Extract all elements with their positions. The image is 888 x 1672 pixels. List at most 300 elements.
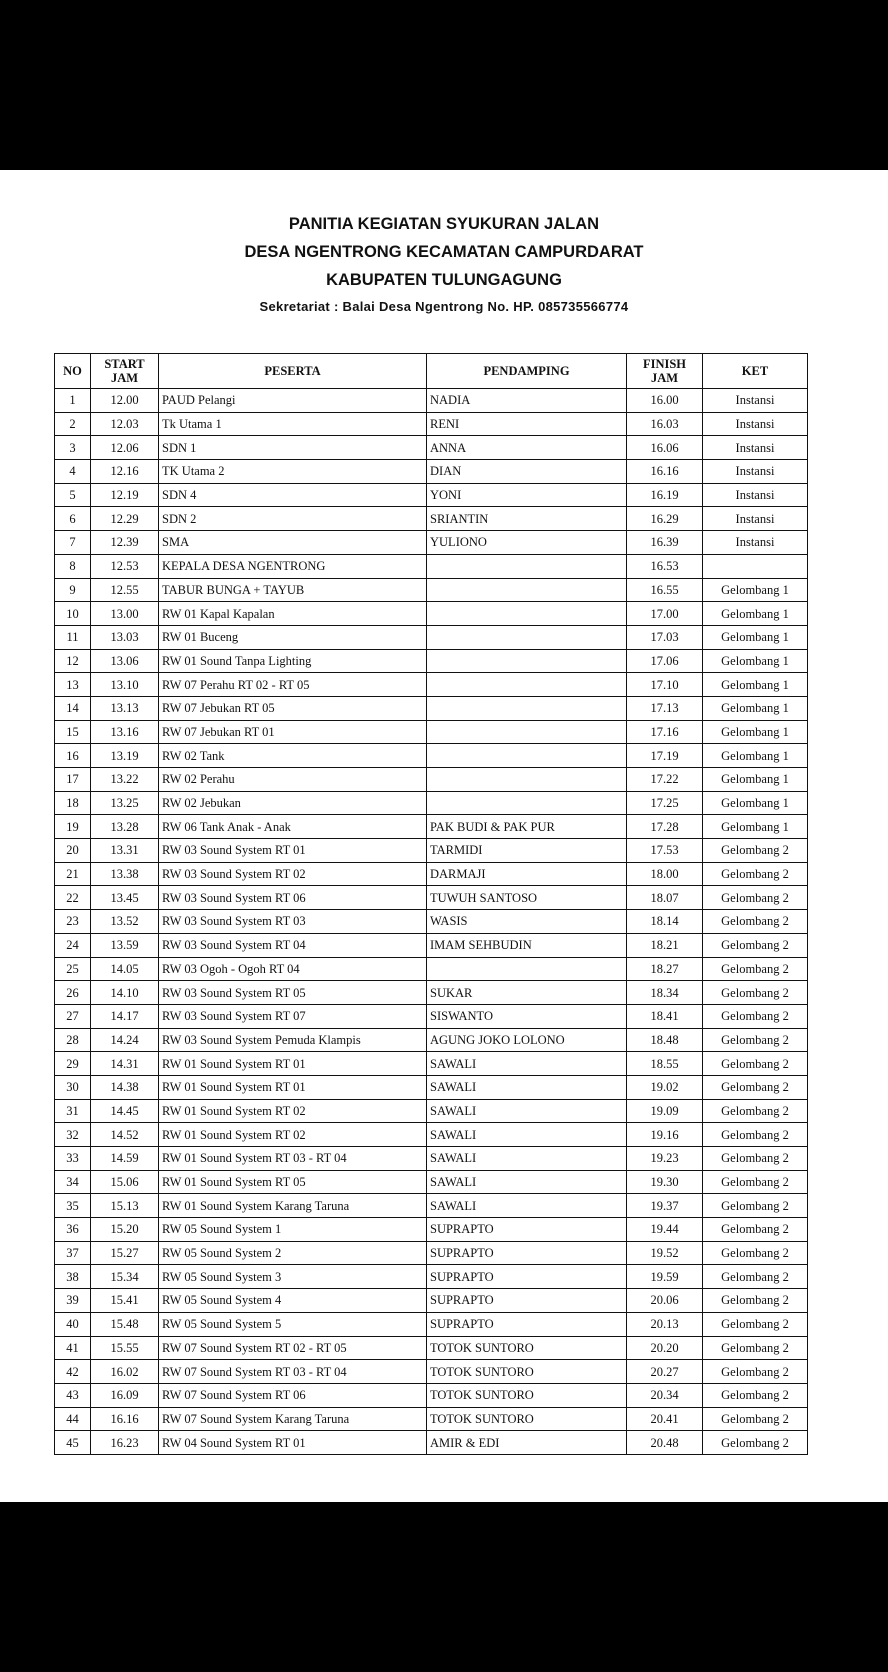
cell-start-time: 13.38 — [91, 862, 159, 886]
table-row — [55, 483, 808, 507]
table-row — [55, 1099, 808, 1123]
table-row — [55, 436, 808, 460]
cell-no: 18 — [55, 791, 91, 815]
cell-peserta: TK Utama 2 — [159, 460, 427, 484]
cell-pendamping — [427, 602, 627, 626]
table-row — [55, 507, 808, 531]
cell-start-time: 13.59 — [91, 933, 159, 957]
cell-peserta: RW 01 Sound System RT 01 — [159, 1052, 427, 1076]
cell-pendamping: PAK BUDI & PAK PUR — [427, 815, 627, 839]
table-row — [55, 578, 808, 602]
table-row — [55, 531, 808, 555]
cell-peserta: RW 01 Sound Tanpa Lighting — [159, 649, 427, 673]
cell-finish-time: 16.29 — [627, 507, 703, 531]
cell-start-time: 13.28 — [91, 815, 159, 839]
cell-peserta: RW 03 Sound System RT 02 — [159, 862, 427, 886]
cell-pendamping: SUPRAPTO — [427, 1241, 627, 1265]
cell-finish-time: 18.21 — [627, 933, 703, 957]
cell-peserta: SDN 4 — [159, 483, 427, 507]
cell-no: 32 — [55, 1123, 91, 1147]
cell-ket: Gelombang 2 — [703, 862, 808, 886]
cell-pendamping: TOTOK SUNTORO — [427, 1407, 627, 1431]
cell-pendamping: SRIANTIN — [427, 507, 627, 531]
cell-peserta: RW 07 Sound System RT 03 - RT 04 — [159, 1360, 427, 1384]
column-header-start-line-1: START — [104, 357, 145, 371]
cell-no: 1 — [55, 389, 91, 413]
cell-pendamping: YULIONO — [427, 531, 627, 555]
table-row — [55, 1241, 808, 1265]
cell-start-time: 12.39 — [91, 531, 159, 555]
cell-pendamping: SAWALI — [427, 1123, 627, 1147]
table-row — [55, 602, 808, 626]
cell-peserta: RW 05 Sound System 3 — [159, 1265, 427, 1289]
cell-peserta: RW 07 Sound System RT 06 — [159, 1383, 427, 1407]
cell-ket: Instansi — [703, 412, 808, 436]
cell-pendamping: AGUNG JOKO LOLONO — [427, 1028, 627, 1052]
table-row — [55, 696, 808, 720]
cell-peserta: PAUD Pelangi — [159, 389, 427, 413]
table-row — [55, 1336, 808, 1360]
cell-finish-time: 20.13 — [627, 1312, 703, 1336]
cell-no: 31 — [55, 1099, 91, 1123]
header-title-line-3: KABUPATEN TULUNGAGUNG — [326, 271, 562, 289]
cell-ket: Gelombang 2 — [703, 1336, 808, 1360]
cell-pendamping — [427, 768, 627, 792]
table-header-row — [55, 354, 808, 389]
table-row — [55, 1218, 808, 1242]
cell-start-time: 13.10 — [91, 673, 159, 697]
table-row — [55, 1170, 808, 1194]
cell-start-time: 13.19 — [91, 744, 159, 768]
cell-start-time: 16.23 — [91, 1431, 159, 1455]
cell-ket: Gelombang 2 — [703, 1004, 808, 1028]
cell-no: 2 — [55, 412, 91, 436]
cell-start-time: 12.19 — [91, 483, 159, 507]
cell-no: 7 — [55, 531, 91, 555]
cell-start-time: 15.41 — [91, 1289, 159, 1313]
cell-no: 5 — [55, 483, 91, 507]
cell-no: 28 — [55, 1028, 91, 1052]
cell-start-time: 12.55 — [91, 578, 159, 602]
cell-peserta: RW 05 Sound System 4 — [159, 1289, 427, 1313]
table-row — [55, 1360, 808, 1384]
cell-pendamping: AMIR & EDI — [427, 1431, 627, 1455]
table-row — [55, 1407, 808, 1431]
table-row — [55, 1312, 808, 1336]
cell-peserta: RW 05 Sound System 2 — [159, 1241, 427, 1265]
cell-start-time: 13.00 — [91, 602, 159, 626]
cell-finish-time: 20.20 — [627, 1336, 703, 1360]
cell-ket — [703, 554, 808, 578]
cell-pendamping — [427, 554, 627, 578]
cell-peserta: RW 02 Tank — [159, 744, 427, 768]
cell-start-time: 13.13 — [91, 696, 159, 720]
cell-peserta: KEPALA DESA NGENTRONG — [159, 554, 427, 578]
table-row — [55, 460, 808, 484]
cell-ket: Gelombang 2 — [703, 1360, 808, 1384]
cell-start-time: 12.00 — [91, 389, 159, 413]
cell-ket: Gelombang 1 — [703, 696, 808, 720]
cell-start-time: 13.52 — [91, 910, 159, 934]
schedule-table-body — [55, 389, 808, 1455]
cell-no: 17 — [55, 768, 91, 792]
cell-finish-time: 19.37 — [627, 1194, 703, 1218]
cell-no: 44 — [55, 1407, 91, 1431]
cell-ket: Gelombang 2 — [703, 1265, 808, 1289]
cell-pendamping: IMAM SEHBUDIN — [427, 933, 627, 957]
cell-ket: Gelombang 2 — [703, 1123, 808, 1147]
cell-peserta: RW 04 Sound System RT 01 — [159, 1431, 427, 1455]
cell-start-time: 12.16 — [91, 460, 159, 484]
cell-peserta: RW 03 Sound System RT 04 — [159, 933, 427, 957]
column-header-finish — [627, 354, 703, 389]
cell-pendamping: SAWALI — [427, 1052, 627, 1076]
cell-start-time: 14.45 — [91, 1099, 159, 1123]
cell-peserta: SMA — [159, 531, 427, 555]
cell-peserta: RW 05 Sound System 1 — [159, 1218, 427, 1242]
cell-start-time: 15.55 — [91, 1336, 159, 1360]
header-title-line-2: DESA NGENTRONG KECAMATAN CAMPURDARAT — [244, 243, 644, 261]
cell-peserta: RW 07 Sound System Karang Taruna — [159, 1407, 427, 1431]
table-row — [55, 791, 808, 815]
cell-finish-time: 19.02 — [627, 1075, 703, 1099]
cell-no: 33 — [55, 1147, 91, 1171]
table-row — [55, 1004, 808, 1028]
cell-finish-time: 20.34 — [627, 1383, 703, 1407]
cell-ket: Gelombang 2 — [703, 981, 808, 1005]
cell-start-time: 13.03 — [91, 625, 159, 649]
cell-finish-time: 17.10 — [627, 673, 703, 697]
cell-start-time: 14.24 — [91, 1028, 159, 1052]
cell-finish-time: 17.53 — [627, 839, 703, 863]
cell-start-time: 13.45 — [91, 886, 159, 910]
table-row — [55, 981, 808, 1005]
cell-no: 38 — [55, 1265, 91, 1289]
column-header-start — [91, 354, 159, 389]
cell-no: 14 — [55, 696, 91, 720]
column-header-ket: KET — [703, 354, 808, 389]
cell-finish-time: 18.55 — [627, 1052, 703, 1076]
cell-pendamping: NADIA — [427, 389, 627, 413]
table-row — [55, 839, 808, 863]
cell-start-time: 12.53 — [91, 554, 159, 578]
cell-finish-time: 16.06 — [627, 436, 703, 460]
cell-no: 12 — [55, 649, 91, 673]
cell-finish-time: 18.00 — [627, 862, 703, 886]
cell-finish-time: 19.30 — [627, 1170, 703, 1194]
cell-start-time: 14.52 — [91, 1123, 159, 1147]
table-row — [55, 933, 808, 957]
table-row — [55, 673, 808, 697]
cell-finish-time: 16.00 — [627, 389, 703, 413]
cell-peserta: SDN 1 — [159, 436, 427, 460]
cell-finish-time: 17.25 — [627, 791, 703, 815]
cell-no: 8 — [55, 554, 91, 578]
cell-finish-time: 17.22 — [627, 768, 703, 792]
cell-finish-time: 19.44 — [627, 1218, 703, 1242]
cell-ket: Gelombang 1 — [703, 791, 808, 815]
cell-peserta: RW 03 Sound System RT 03 — [159, 910, 427, 934]
cell-finish-time: 20.48 — [627, 1431, 703, 1455]
cell-peserta: RW 01 Sound System RT 05 — [159, 1170, 427, 1194]
cell-pendamping: SAWALI — [427, 1075, 627, 1099]
cell-start-time: 14.31 — [91, 1052, 159, 1076]
cell-pendamping: SAWALI — [427, 1170, 627, 1194]
cell-start-time: 12.03 — [91, 412, 159, 436]
cell-ket: Gelombang 2 — [703, 1241, 808, 1265]
cell-pendamping: TOTOK SUNTORO — [427, 1383, 627, 1407]
cell-no: 34 — [55, 1170, 91, 1194]
cell-no: 36 — [55, 1218, 91, 1242]
table-row — [55, 815, 808, 839]
cell-pendamping — [427, 696, 627, 720]
cell-no: 30 — [55, 1075, 91, 1099]
cell-finish-time: 19.52 — [627, 1241, 703, 1265]
table-row — [55, 720, 808, 744]
cell-no: 6 — [55, 507, 91, 531]
table-row — [55, 412, 808, 436]
cell-no: 15 — [55, 720, 91, 744]
table-row — [55, 554, 808, 578]
cell-finish-time: 17.00 — [627, 602, 703, 626]
cell-peserta: RW 07 Perahu RT 02 - RT 05 — [159, 673, 427, 697]
cell-start-time: 14.17 — [91, 1004, 159, 1028]
cell-ket: Gelombang 2 — [703, 1099, 808, 1123]
column-header-peserta: PESERTA — [159, 354, 427, 389]
cell-finish-time: 16.03 — [627, 412, 703, 436]
cell-no: 19 — [55, 815, 91, 839]
cell-start-time: 14.05 — [91, 957, 159, 981]
cell-finish-time: 17.13 — [627, 696, 703, 720]
cell-ket: Gelombang 2 — [703, 957, 808, 981]
cell-ket: Gelombang 1 — [703, 578, 808, 602]
schedule-table — [54, 353, 808, 1455]
cell-peserta: Tk Utama 1 — [159, 412, 427, 436]
cell-peserta: RW 01 Sound System RT 02 — [159, 1123, 427, 1147]
cell-peserta: RW 02 Perahu — [159, 768, 427, 792]
table-row — [55, 957, 808, 981]
cell-pendamping: SUPRAPTO — [427, 1312, 627, 1336]
cell-start-time: 16.09 — [91, 1383, 159, 1407]
cell-peserta: RW 01 Kapal Kapalan — [159, 602, 427, 626]
cell-start-time: 15.06 — [91, 1170, 159, 1194]
cell-no: 22 — [55, 886, 91, 910]
header-title-line-1: PANITIA KEGIATAN SYUKURAN JALAN — [288, 215, 600, 233]
table-row — [55, 1289, 808, 1313]
cell-peserta: RW 03 Sound System RT 05 — [159, 981, 427, 1005]
cell-finish-time: 19.23 — [627, 1147, 703, 1171]
cell-ket: Instansi — [703, 389, 808, 413]
cell-ket: Gelombang 2 — [703, 1075, 808, 1099]
cell-pendamping — [427, 578, 627, 602]
cell-peserta: RW 03 Sound System RT 01 — [159, 839, 427, 863]
table-row — [55, 1123, 808, 1147]
cell-pendamping: YONI — [427, 483, 627, 507]
cell-no: 39 — [55, 1289, 91, 1313]
cell-ket: Gelombang 2 — [703, 1052, 808, 1076]
cell-start-time: 16.02 — [91, 1360, 159, 1384]
cell-finish-time: 16.53 — [627, 554, 703, 578]
cell-ket: Gelombang 1 — [703, 744, 808, 768]
column-header-finish-line-1: FINISH — [642, 357, 687, 371]
cell-pendamping: ANNA — [427, 436, 627, 460]
cell-pendamping: SUPRAPTO — [427, 1218, 627, 1242]
cell-finish-time: 19.59 — [627, 1265, 703, 1289]
cell-peserta: RW 03 Sound System Pemuda Klampis — [159, 1028, 427, 1052]
table-row — [55, 1265, 808, 1289]
column-header-finish-line-2: JAM — [650, 371, 679, 385]
table-row — [55, 1431, 808, 1455]
cell-pendamping: TOTOK SUNTORO — [427, 1336, 627, 1360]
table-row — [55, 886, 808, 910]
cell-pendamping: SAWALI — [427, 1194, 627, 1218]
cell-ket: Gelombang 1 — [703, 625, 808, 649]
cell-finish-time: 18.14 — [627, 910, 703, 934]
cell-finish-time: 18.48 — [627, 1028, 703, 1052]
cell-start-time: 14.38 — [91, 1075, 159, 1099]
cell-pendamping: DIAN — [427, 460, 627, 484]
cell-no: 45 — [55, 1431, 91, 1455]
cell-ket: Instansi — [703, 483, 808, 507]
cell-peserta: RW 03 Sound System RT 06 — [159, 886, 427, 910]
cell-start-time: 15.27 — [91, 1241, 159, 1265]
column-header-start-line-2: JAM — [110, 371, 139, 385]
cell-finish-time: 16.39 — [627, 531, 703, 555]
cell-ket: Gelombang 1 — [703, 720, 808, 744]
cell-finish-time: 17.19 — [627, 744, 703, 768]
cell-ket: Instansi — [703, 531, 808, 555]
cell-pendamping: RENI — [427, 412, 627, 436]
cell-ket: Gelombang 2 — [703, 886, 808, 910]
cell-pendamping: SUPRAPTO — [427, 1265, 627, 1289]
cell-no: 27 — [55, 1004, 91, 1028]
cell-ket: Gelombang 2 — [703, 1218, 808, 1242]
cell-no: 10 — [55, 602, 91, 626]
table-row — [55, 1194, 808, 1218]
cell-peserta: RW 01 Sound System RT 02 — [159, 1099, 427, 1123]
column-header-no: NO — [55, 354, 91, 389]
cell-pendamping: DARMAJI — [427, 862, 627, 886]
column-header-pendamping: PENDAMPING — [427, 354, 627, 389]
cell-peserta: TABUR BUNGA + TAYUB — [159, 578, 427, 602]
cell-pendamping — [427, 649, 627, 673]
cell-pendamping: SAWALI — [427, 1099, 627, 1123]
cell-peserta: RW 03 Ogoh - Ogoh RT 04 — [159, 957, 427, 981]
cell-no: 25 — [55, 957, 91, 981]
cell-finish-time: 18.07 — [627, 886, 703, 910]
cell-pendamping: SAWALI — [427, 1147, 627, 1171]
cell-peserta: RW 07 Jebukan RT 05 — [159, 696, 427, 720]
table-row — [55, 910, 808, 934]
cell-ket: Gelombang 2 — [703, 1028, 808, 1052]
cell-peserta: RW 01 Sound System RT 03 - RT 04 — [159, 1147, 427, 1171]
cell-no: 13 — [55, 673, 91, 697]
cell-finish-time: 18.41 — [627, 1004, 703, 1028]
cell-no: 3 — [55, 436, 91, 460]
cell-ket: Gelombang 2 — [703, 1431, 808, 1455]
cell-peserta: RW 07 Sound System RT 02 - RT 05 — [159, 1336, 427, 1360]
cell-start-time: 16.16 — [91, 1407, 159, 1431]
cell-peserta: RW 05 Sound System 5 — [159, 1312, 427, 1336]
cell-start-time: 13.06 — [91, 649, 159, 673]
table-row — [55, 768, 808, 792]
document-header — [0, 210, 888, 318]
table-row — [55, 625, 808, 649]
cell-pendamping: TOTOK SUNTORO — [427, 1360, 627, 1384]
document-page — [0, 170, 888, 1502]
cell-ket: Gelombang 1 — [703, 602, 808, 626]
cell-pendamping — [427, 744, 627, 768]
cell-peserta: RW 07 Jebukan RT 01 — [159, 720, 427, 744]
cell-ket: Instansi — [703, 507, 808, 531]
cell-finish-time: 17.06 — [627, 649, 703, 673]
cell-start-time: 13.25 — [91, 791, 159, 815]
table-row — [55, 1383, 808, 1407]
cell-pendamping: SUPRAPTO — [427, 1289, 627, 1313]
cell-ket: Gelombang 2 — [703, 933, 808, 957]
cell-start-time: 15.48 — [91, 1312, 159, 1336]
cell-ket: Gelombang 1 — [703, 673, 808, 697]
cell-ket: Gelombang 2 — [703, 839, 808, 863]
cell-ket: Gelombang 2 — [703, 1312, 808, 1336]
cell-finish-time: 19.16 — [627, 1123, 703, 1147]
table-row — [55, 1028, 808, 1052]
cell-pendamping — [427, 625, 627, 649]
cell-ket: Gelombang 1 — [703, 815, 808, 839]
cell-start-time: 12.29 — [91, 507, 159, 531]
cell-finish-time: 20.06 — [627, 1289, 703, 1313]
cell-finish-time: 18.34 — [627, 981, 703, 1005]
cell-pendamping — [427, 720, 627, 744]
cell-no: 26 — [55, 981, 91, 1005]
cell-pendamping: TUWUH SANTOSO — [427, 886, 627, 910]
cell-start-time: 13.16 — [91, 720, 159, 744]
cell-finish-time: 16.19 — [627, 483, 703, 507]
table-row — [55, 1052, 808, 1076]
cell-ket: Gelombang 2 — [703, 1147, 808, 1171]
cell-start-time: 12.06 — [91, 436, 159, 460]
cell-ket: Gelombang 2 — [703, 1383, 808, 1407]
cell-finish-time: 17.03 — [627, 625, 703, 649]
cell-finish-time: 16.16 — [627, 460, 703, 484]
cell-finish-time: 17.28 — [627, 815, 703, 839]
cell-pendamping: WASIS — [427, 910, 627, 934]
cell-peserta: RW 01 Buceng — [159, 625, 427, 649]
cell-pendamping: SISWANTO — [427, 1004, 627, 1028]
cell-pendamping: TARMIDI — [427, 839, 627, 863]
cell-no: 20 — [55, 839, 91, 863]
cell-start-time: 13.31 — [91, 839, 159, 863]
cell-ket: Gelombang 1 — [703, 649, 808, 673]
table-row — [55, 862, 808, 886]
cell-start-time: 13.22 — [91, 768, 159, 792]
table-row — [55, 389, 808, 413]
cell-ket: Gelombang 2 — [703, 1170, 808, 1194]
cell-pendamping — [427, 673, 627, 697]
cell-ket: Gelombang 2 — [703, 1289, 808, 1313]
cell-no: 16 — [55, 744, 91, 768]
cell-peserta: RW 02 Jebukan — [159, 791, 427, 815]
cell-no: 4 — [55, 460, 91, 484]
cell-ket: Instansi — [703, 436, 808, 460]
cell-ket: Gelombang 2 — [703, 1194, 808, 1218]
cell-finish-time: 18.27 — [627, 957, 703, 981]
cell-no: 42 — [55, 1360, 91, 1384]
cell-ket: Gelombang 2 — [703, 1407, 808, 1431]
cell-peserta: SDN 2 — [159, 507, 427, 531]
cell-start-time: 15.20 — [91, 1218, 159, 1242]
cell-pendamping — [427, 957, 627, 981]
